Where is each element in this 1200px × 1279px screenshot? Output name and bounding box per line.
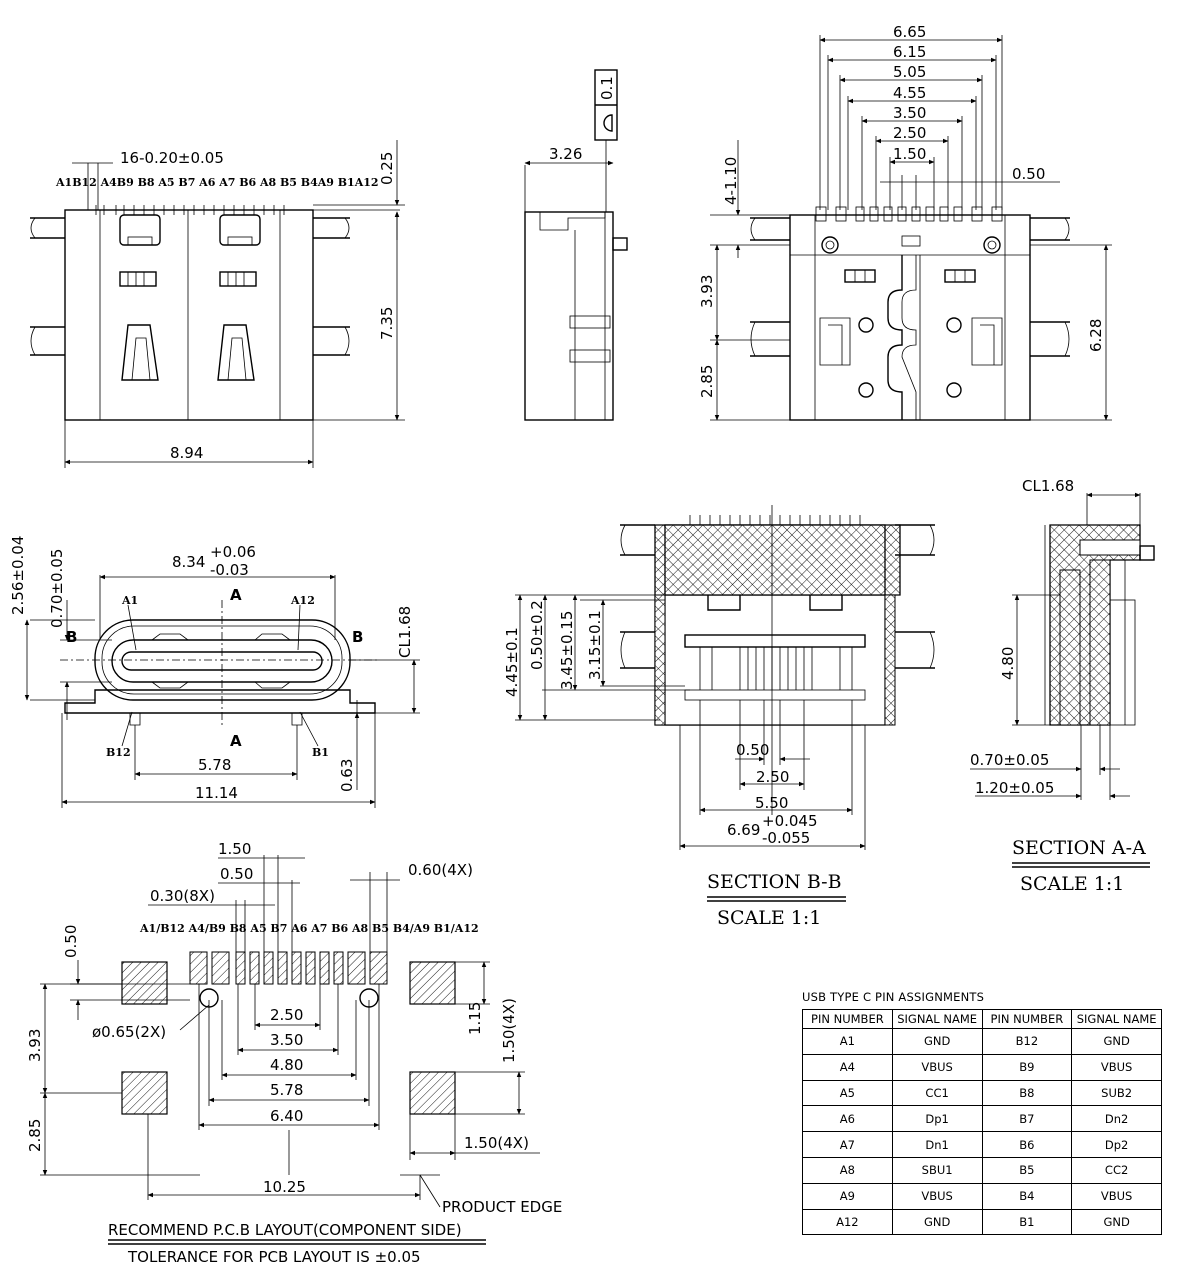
label-b12: B12 bbox=[106, 746, 131, 759]
dim-393: 3.93 bbox=[698, 274, 716, 308]
table-cell: GND bbox=[1072, 1029, 1162, 1055]
dim-345: 3.45±0.15 bbox=[558, 610, 576, 690]
table-row bbox=[803, 1132, 1162, 1158]
dim-pcb-350: 3.50 bbox=[270, 1031, 304, 1049]
dim-669-plus: +0.045 bbox=[762, 812, 818, 830]
product-edge-label: PRODUCT EDGE bbox=[442, 1198, 563, 1216]
dim-flat: 0.1 bbox=[598, 76, 616, 100]
table-cell: SBU1 bbox=[892, 1157, 982, 1183]
table-cell: GND bbox=[892, 1029, 982, 1055]
dim-pcb-393: 3.93 bbox=[26, 1028, 44, 1062]
dim-1114: 11.14 bbox=[195, 784, 238, 802]
table-cell: Dp1 bbox=[892, 1106, 982, 1132]
pin-table-title: USB TYPE C PIN ASSIGNMENTS bbox=[802, 990, 985, 1004]
pin-table-header-row bbox=[803, 1010, 1162, 1029]
dim-315: 3.15±0.1 bbox=[586, 610, 604, 680]
table-row bbox=[803, 1209, 1162, 1235]
table-row bbox=[803, 1029, 1162, 1055]
header-pin-number-b: PIN NUMBER bbox=[982, 1010, 1072, 1029]
dim-256: 2.56±0.04 bbox=[9, 535, 27, 615]
dim-pcb-250: 2.50 bbox=[270, 1006, 304, 1024]
table-cell: B7 bbox=[982, 1106, 1072, 1132]
label-a-bottom: A bbox=[230, 732, 242, 750]
dim-578: 5.78 bbox=[198, 756, 232, 774]
label-b-left: B bbox=[66, 628, 78, 646]
dim-480: 4.80 bbox=[999, 646, 1017, 680]
label-b1: B1 bbox=[312, 746, 329, 759]
dim-pcb-050: 0.50 bbox=[220, 865, 254, 883]
dim-834-plus: +0.06 bbox=[210, 543, 256, 561]
dim-pcb-030: 0.30(8X) bbox=[150, 887, 215, 905]
dim-615: 6.15 bbox=[893, 43, 927, 61]
table-cell: A5 bbox=[803, 1080, 893, 1106]
dim-width-894: 8.94 bbox=[170, 444, 204, 462]
front-view bbox=[9, 536, 420, 808]
table-cell: Dn1 bbox=[892, 1132, 982, 1158]
table-cell: A4 bbox=[803, 1054, 893, 1080]
dim-285: 2.85 bbox=[698, 364, 716, 398]
label-a1: A1 bbox=[122, 594, 139, 607]
section-aa bbox=[970, 477, 1154, 895]
dim-hole: ø0.65(2X) bbox=[92, 1023, 167, 1041]
dim-height-735: 7.35 bbox=[378, 306, 396, 340]
side-view bbox=[525, 70, 627, 420]
table-cell: A9 bbox=[803, 1183, 893, 1209]
dim-bb-050: 0.50 bbox=[736, 741, 770, 759]
dim-150: 1.50 bbox=[893, 145, 927, 163]
table-row bbox=[803, 1054, 1162, 1080]
section-aa-scale: SCALE 1:1 bbox=[1020, 873, 1125, 895]
section-bb bbox=[503, 505, 935, 929]
dim-pcb-150-4x-h: 1.50(4X) bbox=[464, 1134, 529, 1152]
dim-834-main: 8.34 bbox=[172, 553, 206, 571]
top-view bbox=[30, 140, 405, 468]
table-cell: B12 bbox=[982, 1029, 1072, 1055]
table-cell: A12 bbox=[803, 1209, 893, 1235]
table-cell: A1 bbox=[803, 1029, 893, 1055]
dim-250: 2.50 bbox=[893, 124, 927, 142]
dim-505: 5.05 bbox=[893, 63, 927, 81]
pcb-tolerance: TOLERANCE FOR PCB LAYOUT IS ±0.05 bbox=[128, 1248, 421, 1266]
dim-pcb-060: 0.60(4X) bbox=[408, 861, 473, 879]
dim-pitch: 16-0.20±0.05 bbox=[120, 149, 224, 167]
header-pin-number-a: PIN NUMBER bbox=[803, 1010, 893, 1029]
dim-050: 0.50 bbox=[1012, 165, 1046, 183]
top-right-view bbox=[698, 23, 1112, 420]
dim-669-main: 6.69 bbox=[727, 821, 761, 839]
dim-depth: 3.26 bbox=[549, 145, 583, 163]
dim-834-minus: -0.03 bbox=[210, 561, 249, 579]
header-signal-name-a: SIGNAL NAME bbox=[892, 1010, 982, 1029]
label-b-right: B bbox=[352, 628, 364, 646]
table-cell: B8 bbox=[982, 1080, 1072, 1106]
table-cell: GND bbox=[1072, 1209, 1162, 1235]
dim-pcb-578: 5.78 bbox=[270, 1081, 304, 1099]
table-cell: CC1 bbox=[892, 1080, 982, 1106]
dim-050-02: 0.50±0.2 bbox=[528, 600, 546, 670]
dim-455: 4.55 bbox=[893, 84, 927, 102]
table-cell: B5 bbox=[982, 1157, 1072, 1183]
dim-pcb-v050: 0.50 bbox=[62, 924, 80, 958]
dim-bb-550: 5.50 bbox=[755, 794, 789, 812]
dim-628: 6.28 bbox=[1087, 318, 1105, 352]
dim-bb-250: 2.50 bbox=[756, 768, 790, 786]
dim-669-minus: -0.055 bbox=[762, 829, 811, 847]
dim-063: 0.63 bbox=[338, 758, 356, 792]
dim-height-025: 0.25 bbox=[378, 151, 396, 185]
table-cell: VBUS bbox=[1072, 1183, 1162, 1209]
table-cell: GND bbox=[892, 1209, 982, 1235]
label-a-top: A bbox=[230, 586, 242, 604]
table-cell: VBUS bbox=[892, 1054, 982, 1080]
dim-pcb-480: 4.80 bbox=[270, 1056, 304, 1074]
table-cell: A7 bbox=[803, 1132, 893, 1158]
dim-pcb-150: 1.50 bbox=[218, 840, 252, 858]
pcb-caption: RECOMMEND P.C.B LAYOUT(COMPONENT SIDE) bbox=[108, 1221, 462, 1239]
dim-pcb-115: 1.15 bbox=[466, 1001, 484, 1035]
table-cell: CC2 bbox=[1072, 1157, 1162, 1183]
section-bb-scale: SCALE 1:1 bbox=[717, 907, 822, 929]
dim-445: 4.45±0.1 bbox=[503, 627, 521, 697]
table-row bbox=[803, 1106, 1162, 1132]
dim-pcb-150-4x-v: 1.50(4X) bbox=[500, 998, 518, 1063]
table-cell: SUB2 bbox=[1072, 1080, 1162, 1106]
table-cell: Dn2 bbox=[1072, 1106, 1162, 1132]
dim-pcb-1025: 10.25 bbox=[263, 1178, 306, 1196]
table-cell: A8 bbox=[803, 1157, 893, 1183]
table-cell: VBUS bbox=[892, 1183, 982, 1209]
dim-665: 6.65 bbox=[893, 23, 927, 41]
section-aa-title: SECTION A-A bbox=[1012, 837, 1146, 859]
table-cell: B4 bbox=[982, 1183, 1072, 1209]
table-cell: A6 bbox=[803, 1106, 893, 1132]
pcb-layout bbox=[26, 840, 562, 1266]
table-row bbox=[803, 1183, 1162, 1209]
pin-assignment-table-block bbox=[802, 990, 1162, 1235]
table-row bbox=[803, 1080, 1162, 1106]
dim-350: 3.50 bbox=[893, 104, 927, 122]
dim-aa-120: 1.20±0.05 bbox=[975, 779, 1055, 797]
dim-pcb-640: 6.40 bbox=[270, 1107, 304, 1125]
dim-aa-070: 0.70±0.05 bbox=[970, 751, 1050, 769]
table-cell: B6 bbox=[982, 1132, 1072, 1158]
section-bb-title: SECTION B-B bbox=[707, 871, 842, 893]
table-cell: Dp2 bbox=[1072, 1132, 1162, 1158]
top-view-pin-labels: A1B12 A4B9 B8 A5 B7 A6 A7 B6 A8 B5 B4A9 B1A12 bbox=[56, 176, 379, 189]
dim-cl168: CL1.68 bbox=[396, 605, 414, 658]
pin-assignment-table bbox=[802, 1009, 1162, 1235]
dim-pcb-285: 2.85 bbox=[26, 1118, 44, 1152]
dim-aa-cl168: CL1.68 bbox=[1022, 477, 1075, 495]
dim-4-110: 4-1.10 bbox=[722, 156, 740, 205]
table-cell: VBUS bbox=[1072, 1054, 1162, 1080]
dim-070: 0.70±0.05 bbox=[48, 548, 66, 628]
table-cell: B9 bbox=[982, 1054, 1072, 1080]
label-a12: A12 bbox=[291, 594, 315, 607]
pcb-pin-labels: A1/B12 A4/B9 B8 A5 B7 A6 A7 B6 A8 B5 B4/A9 B1/A12 bbox=[140, 922, 479, 935]
header-signal-name-b: SIGNAL NAME bbox=[1072, 1010, 1162, 1029]
table-cell: B1 bbox=[982, 1209, 1072, 1235]
table-row bbox=[803, 1157, 1162, 1183]
